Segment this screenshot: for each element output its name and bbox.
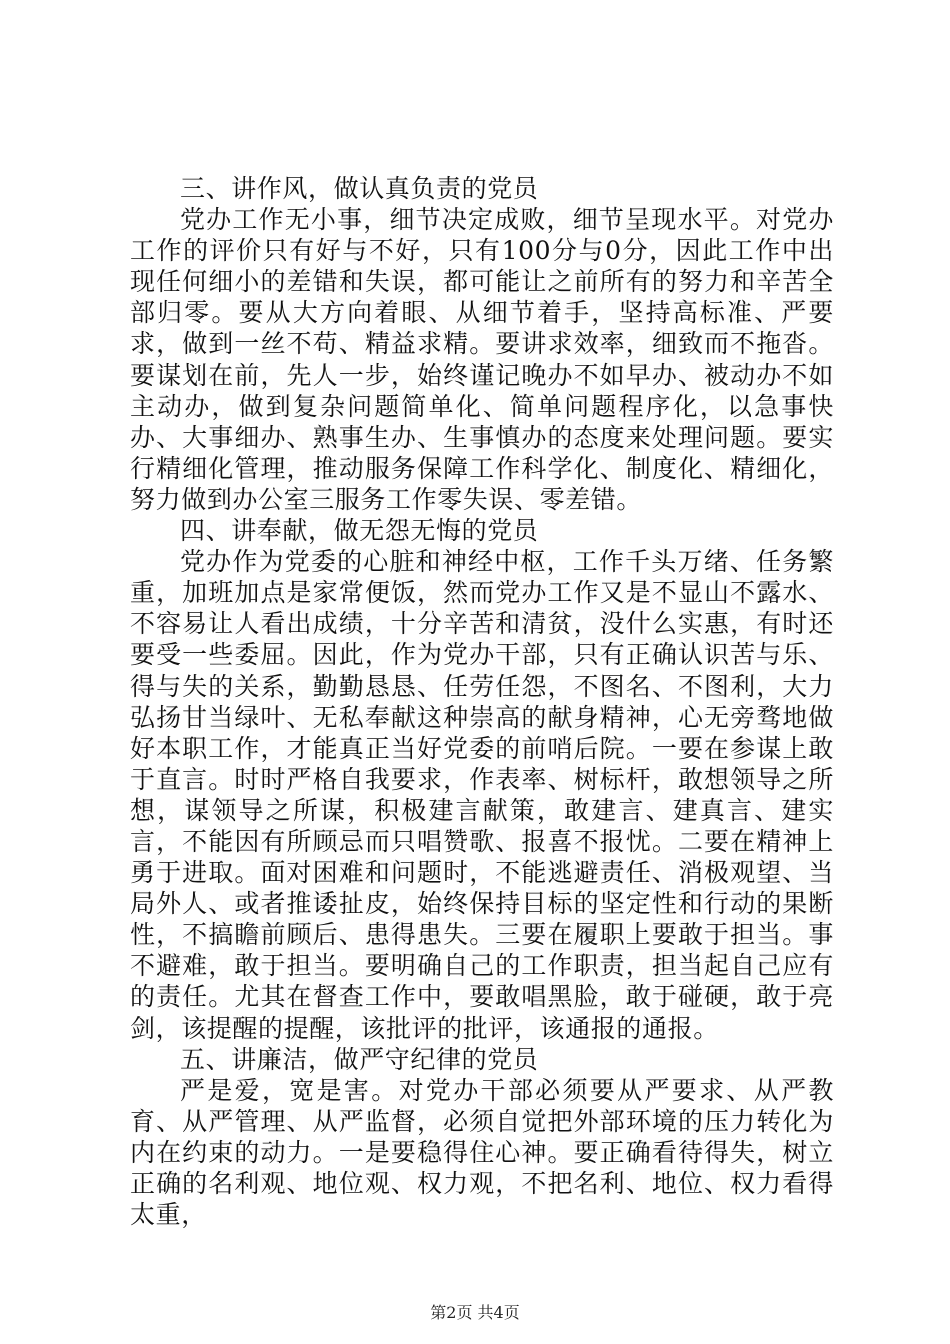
page-footer: 第2页 共4页 — [430, 1303, 520, 1322]
section-heading-3: 三、讲作风，做认真负责的党员 — [180, 174, 539, 203]
body-paragraph-5: 严是爱，宽是害。对党办干部必须要从严要求、从严教育、从严管理、从严监督，必须自觉把外部环境的压力转化为内在约束的动力。一是要稳得住心神。要正确看待得失，树立正确的名利观、地位观、权力观，不把名利、地位、权力看得太重， — [130, 1075, 834, 1230]
section-heading-4: 四、讲奉献，做无怨无悔的党员 — [180, 516, 539, 546]
section-heading-5: 五、讲廉洁，做严守纪律的党员 — [180, 1044, 539, 1074]
document-body — [130, 173, 834, 1230]
body-paragraph-4: 党办作为党委的心脏和神经中枢，工作千头万绪、任务繁重，加班加点是家常便饭，然而党办工作又是不显山不露水、不容易让人看出成绩，十分辛苦和清贫，没什么实惠，有时还要受一些委屈。因此，作为党办干部，只有正确认识苦与乐、得与失的关系，勤勤恳恳、任劳任怨，不图名、不图利，大力弘扬甘当绿叶、无私奉献这种崇高的献身精神，心无旁骛地做好本职工作，才能真正当好党委的前哨后院。一要在参谋上敢于直言。时时严格自我要求，作表率、树标杆，敢想领导之所想，谋领导之所谋，积极建言献策，敢建言、建真言、建实言，不能因有所顾忌而只唱赞歌、报喜不报忧。二要在精神上勇于进取。面对困难和问题时，不能逃避责任、消极观望、当局外人、或者推诿扯皮，始终保持目标的坚定性和行动的果断性，不搞瞻前顾后、患得患失。三要在履职上要敢于担当。事不避难，敢于担当。要明确自己的工作职责，担当起自己应有的责任。尤其在督查工作中，要敢唱黑脸，敢于碰硬，敢于亮剑，该提醒的提醒，该批评的批评，该通报的通报。 — [130, 547, 834, 1043]
body-paragraph-3: 党办工作无小事，细节决定成败，细节呈现水平。对党办工作的评价只有好与不好，只有100分与0分，因此工作中出现任何细小的差错和失误，都可能让之前所有的努力和辛苦全部归零。要从大方向着眼、从细节着手，坚持高标准、严要求，做到一丝不苟、精益求精。要讲求效率，细致而不拖沓。要谋划在前，先人一步，始终谨记晚办不如早办、被动办不如主动办，做到复杂问题简单化、简单问题程序化，以急事快办、大事细办、熟事生办、生事慎办的态度来处理问题。要实行精细化管理，推动服务保障工作科学化、制度化、精细化，努力做到办公室三服务工作零失误、零差错。 — [130, 205, 834, 514]
